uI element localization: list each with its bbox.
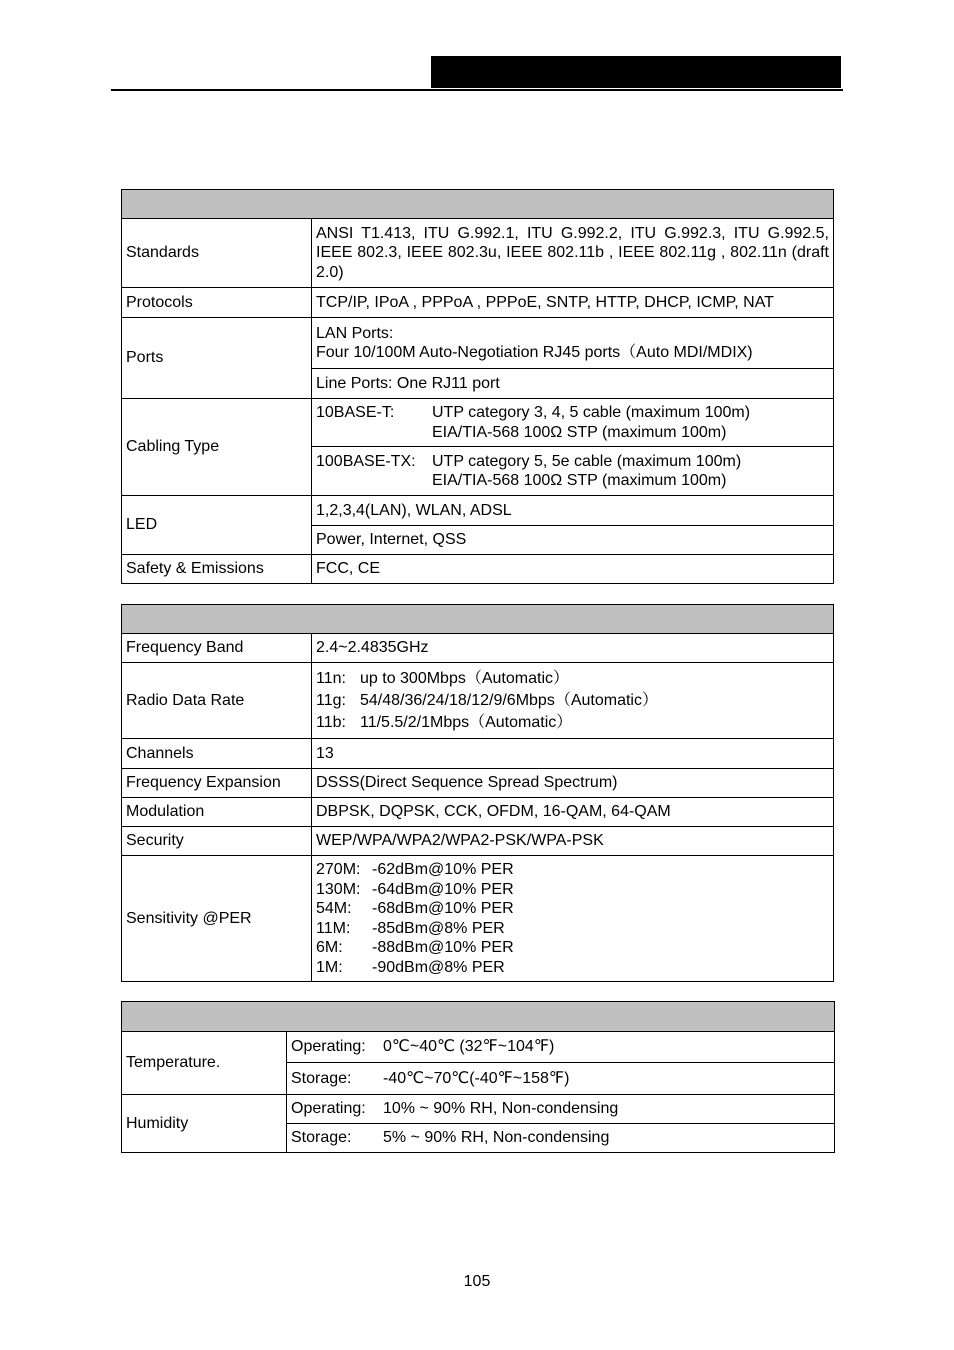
rate-value-11b: 11/5.5/2/1Mbps（Automatic） [360,713,573,731]
row-value-10base-t [312,399,834,447]
section-header-band [122,190,834,219]
cable-100base-tx-line2: EIA/TIA-568 100Ω STP (maximum 100m) [432,472,727,489]
sensitivity-rate: 11M: [316,919,351,937]
sensitivity-rate: 1M: [316,958,343,976]
row-value-security: WEP/WPA/WPA2/WPA2-PSK/WPA-PSK [312,827,834,856]
row-label-protocols: Protocols [122,288,312,318]
row-value-lan-ports [312,318,834,369]
temp-storage-label: Storage: [291,1069,352,1087]
table-row [122,399,834,447]
row-value-standards: ANSI T1.413, ITU G.992.1, ITU G.992.2, ITU G.992.3, ITU G.992.5, IEEE 802.3, IEEE 802.3u, IEEE 802.11b , IEEE 802.11g , 802.11n (draft 2.0) [312,219,834,288]
row-label-cabling: Cabling Type [122,399,312,496]
row-label-safety: Safety & Emissions [122,555,312,584]
rate-value-11g: 54/48/36/24/18/12/9/6Mbps（Automatic） [360,691,658,709]
header-black-bar [431,56,841,88]
rate-mode-11g: 11g: [316,691,346,709]
cable-100base-tx-line1: UTP category 5, 5e cable (maximum 100m) [432,452,742,470]
row-label-modulation: Modulation [122,798,312,827]
row-label-led: LED [122,496,312,555]
row-value-sensitivity [312,856,834,982]
table-row [122,739,834,769]
row-label-humidity: Humidity [122,1095,287,1153]
page-number: 105 [463,1273,491,1290]
row-value-frequency-band: 2.4~2.4835GHz [312,634,834,663]
rate-mode-11n: 11n: [316,669,346,687]
wireless-spec-table [121,604,834,982]
row-label-channels: Channels [122,739,312,769]
row-value-humidity-storage [287,1124,835,1153]
row-value-100base-tx [312,447,834,496]
row-value-modulation: DBPSK, DQPSK, CCK, OFDM, 16-QAM, 64-QAM [312,798,834,827]
row-label-temperature: Temperature. [122,1032,287,1095]
row-label-frequency-band: Frequency Band [122,634,312,663]
sensitivity-rate: 54M: [316,900,352,917]
table-row [122,496,834,526]
row-value-frequency-expansion: DSSS(Direct Sequence Spread Spectrum) [312,769,834,798]
cable-type-100base-tx: 100BASE-TX: [316,452,416,470]
lan-ports-title: LAN Ports: [316,324,394,342]
humidity-storage-value: 5% ~ 90% RH, Non-condensing [383,1129,610,1147]
table-row [122,634,834,663]
row-label-standards: Standards [122,219,312,288]
table-row [122,769,834,798]
rate-mode-11b: 11b: [316,713,346,731]
row-label-frequency-expansion: Frequency Expansion [122,769,312,798]
section-header-band [122,605,834,634]
table-row [122,663,834,739]
sensitivity-value: -62dBm@10% PER [372,861,514,878]
environment-spec-table [121,1001,835,1153]
temp-operating-label: Operating: [291,1038,366,1056]
general-spec-table [121,189,834,584]
sensitivity-value: -88dBm@10% PER [372,939,514,956]
humidity-operating-value: 10% ~ 90% RH, Non-condensing [383,1100,619,1118]
table-row [122,798,834,827]
cable-10base-t-line2: EIA/TIA-568 100Ω STP (maximum 100m) [432,423,727,441]
row-label-security: Security [122,827,312,856]
row-value-led-2: Power, Internet, QSS [312,526,834,555]
row-value-led-1: 1,2,3,4(LAN), WLAN, ADSL [312,496,834,526]
table-row [122,856,834,982]
row-value-temp-storage [287,1063,835,1095]
table-row [122,555,834,584]
row-value-protocols: TCP/IP, IPoA , PPPoA , PPPoE, SNTP, HTTP, DHCP, ICMP, NAT [312,288,834,318]
cable-10base-t-line1: UTP category 3, 4, 5 cable (maximum 100m) [432,404,751,421]
table-row [122,1032,835,1063]
table-row [122,288,834,318]
sensitivity-rate: 270M: [316,861,361,878]
row-value-temp-operating [287,1032,835,1063]
row-value-safety: FCC, CE [312,555,834,584]
temp-operating-value: 0℃~40℃ (32℉~104℉) [383,1038,555,1056]
table-row [122,219,834,288]
sensitivity-rate: 6M: [316,939,343,956]
rate-value-11n: up to 300Mbps（Automatic） [360,669,569,687]
row-value-line-ports: Line Ports: One RJ11 port [312,369,834,399]
sensitivity-value: -85dBm@8% PER [372,919,505,937]
sensitivity-value: -64dBm@10% PER [372,880,514,898]
sensitivity-rate: 130M: [316,880,361,898]
sensitivity-value: -68dBm@10% PER [372,900,514,917]
table-row [122,1095,835,1124]
row-value-radio-data-rate [312,663,834,739]
sensitivity-value: -90dBm@8% PER [372,958,505,976]
row-value-humidity-operating [287,1095,835,1124]
cable-type-10base-t: 10BASE-T: [316,404,395,421]
row-label-ports: Ports [122,318,312,399]
table-row [122,318,834,369]
row-label-sensitivity: Sensitivity @PER [122,856,312,982]
row-value-channels: 13 [312,739,834,769]
section-header-band [122,1002,835,1032]
lan-ports-detail: Four 10/100M Auto-Negotiation RJ45 ports（Auto MDI/MDIX) [316,344,753,361]
temp-storage-value: -40℃~70℃(-40℉~158℉) [383,1069,570,1087]
header-rule [111,89,843,91]
humidity-operating-label: Operating: [291,1100,366,1118]
table-row [122,827,834,856]
row-label-radio-data-rate: Radio Data Rate [122,663,312,739]
humidity-storage-label: Storage: [291,1129,352,1147]
